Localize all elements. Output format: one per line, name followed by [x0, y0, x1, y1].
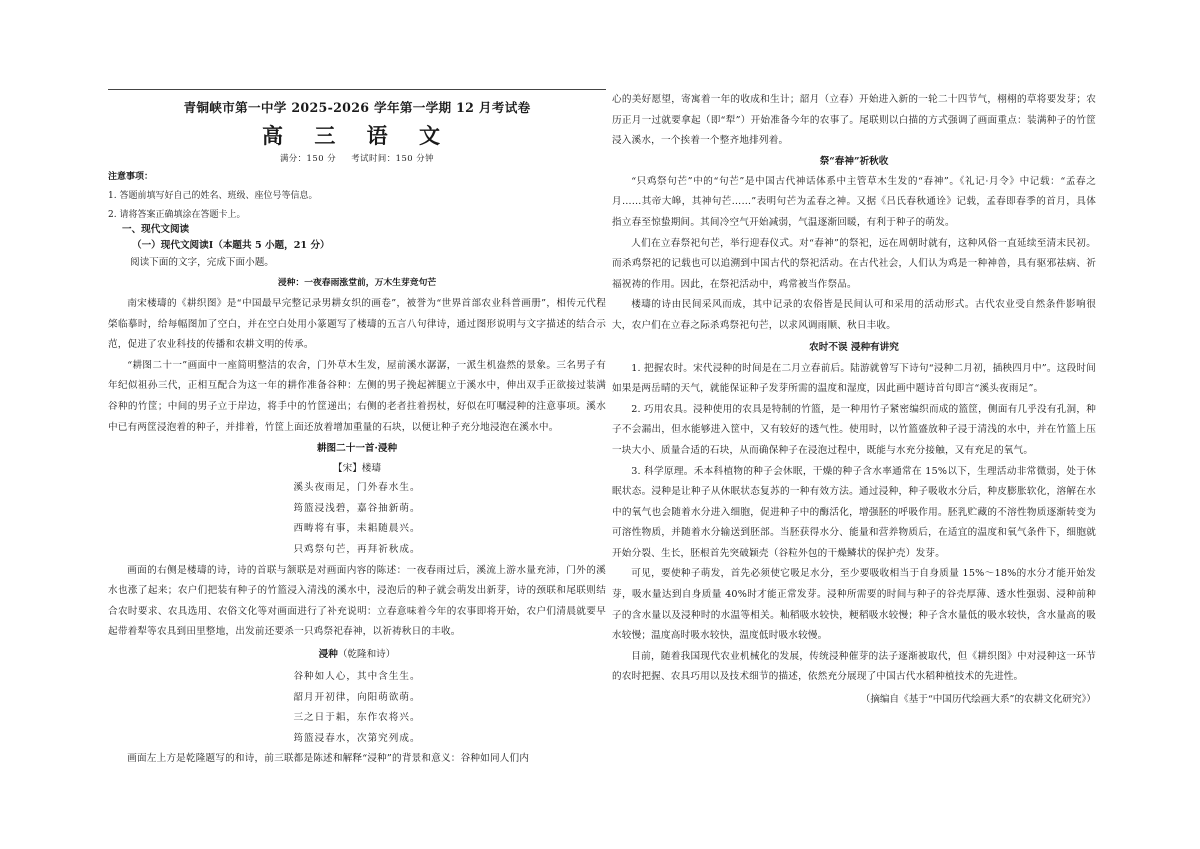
article-paragraph: 3. 科学原理。禾本科植物的种子会休眠，干燥的种子含水率通常在 15%以下，生理活动非常微弱，处于休眠状态。浸种是让种子从休眠状态复苏的一种有效方法。通过浸种，种子吸收水分后，种皮膨胀软化，溶解在水中的氧气也会随着水分进入细胞，促进种子中的酶活化，增强胚的呼吸作用。胚乳贮藏的不溶性物质逐渐转变为可溶性物质，并随着水分输送到胚部。当胚获得水分、能量和营养物质后，在适宜的温度和氧气条件下，细胞就开始分裂、生长，胚根首先突破颖壳（谷粒外包的干燥鳞状的保护壳）发芽。	[612, 465, 1096, 559]
poem2-line: 韶月开初律，向阳萌欲萌。	[293, 691, 421, 703]
article-paragraph: 1. 把握农时。宋代浸种的时间是在二月立春前后。陆游就曾写下诗句“浸种二月初，插秧四月中”。这段时间如果是两岳晴的天气，就能保证种子发芽所需的温度和湿度，因此画中题诗首句即言“溪头夜雨足”。	[612, 362, 1096, 395]
section-subheading: （一）现代文阅读Ⅰ（本题共 5 小题，21 分）	[132, 240, 330, 251]
subsection-heading: 祭“春神”祈秋收	[819, 155, 889, 167]
poem1-line: 西畴将有事，耒耜随晨兴。	[293, 523, 421, 535]
poem2-line: 谷种如人心，其中含生生。	[293, 670, 421, 682]
poem2-note: （乾隆和诗）	[337, 648, 396, 660]
poem2-heading	[108, 643, 606, 667]
article-paragraph: 2. 巧用农具。浸种使用的农具是特制的竹篮，是一种用竹子紧密编织而成的篮筐，侧面有几乎没有孔洞，种子不会漏出，但水能够进入筐中，又有较好的透气性。使用时，以竹篮盛放种子浸于清浅的水中，并在竹篮上压一块大小、质量合适的石块，从而确保种子在浸泡过程中，既能与水充分接触，又有充足的氧气。	[612, 403, 1096, 456]
article-paragraph: 目前，随着我国现代农业机械化的发展，传统浸种催芽的法子逐渐被取代，但《耕织图》中对浸种这一环节的农时把握、农具巧用以及技术细节的描述，依然充分展现了中国古代水稻种植技术的先进性。	[612, 650, 1096, 683]
poem1-title: 耕图二十一首·浸种	[316, 443, 398, 455]
poem1-author: 【宋】楼璹	[333, 463, 381, 475]
article-paragraph: “耕图二十一”画面中一座简明整洁的农舍，门外草木生发，屋前溪水潺潺，一派生机盎然的景象。三名男子有年纪似祖孙三代，正相互配合为这一年的耕作准备谷种：左侧的男子挽起裤腿立于溪水中，伸出双手正欲接过装满谷种的竹筐；中间的男子立于岸边，将手中的竹筐递出；右侧的老者拄着拐杖，好似在叮嘱浸种的注意事项。溪水中已有两筐浸泡着的种子，并排着，竹筐上面还放着增加重量的石块，以便让种子充分地浸泡在溪水中。	[108, 359, 606, 433]
article-paragraph: 可见，要使种子萌发，首先必须使它吸足水分，至少要吸收相当于自身质量 15%～18%的水分才能开始发芽，吸水量达到自身质量 40%时才能正常发芽。浸种所需要的时间与种子的谷壳厚薄、透水性强弱、浸种前种子的含水量以及浸种时的水温等相关。籼稻吸水较快，粳稻吸水较慢；种子含水量低的吸水较快，含水量高的吸水较慢；温度高时吸水较快，温度低时吸水较慢。	[612, 568, 1096, 642]
right-column-content	[612, 90, 1096, 712]
poem2-line: 筠篮浸春水，次第究列成。	[293, 732, 421, 744]
exam-time: 考试时间：150 分钟	[351, 153, 435, 163]
poem2-title: 浸种	[318, 648, 338, 660]
article-source: （摘编自《基于“中国历代绘画大系”的农耕文化研究》）	[860, 694, 1096, 706]
poem1-line: 只鸡祭句芒，再拜祈秋成。	[293, 543, 421, 555]
article-paragraph: 楼璹的诗由民间采风而成，其中记录的农俗皆是民间认可和采用的活动形式。古代农业受自然条件影响很大，农户们在立春之际杀鸡祭祀句芒，以求风调雨顺、秋日丰收。	[612, 299, 1096, 331]
article-paragraph: 心的美好愿望，寄寓着一年的收成和生计；韶月（立春）开始进入新的一轮二十四节气，栩栩的草将要发芽；农历正月一过就要拿起（即“犁”）开始准备今年的农事了。尾联则以白描的方式强调了画面重点：装满种子的竹筐浸入溪水，一个挨着一个整齐地排列着。	[612, 94, 1096, 147]
full-score: 满分：150 分	[279, 153, 337, 163]
article-paragraph: “只鸡祭句芒”中的“句芒”是中国古代神话体系中主管草木生发的“春神”。《礼记·月令》中记载：“孟春之月……其帝大皞，其神句芒……”表明句芒为孟春之神。又据《吕氏春秋通诠》记载，孟春即春季的首月，具体指立春至惊蛰期间。其间冷空气开始减弱，气温逐渐回暖，有利于种子的萌发。	[612, 175, 1096, 228]
notes-heading: 注意事项：	[108, 172, 154, 182]
reading-instruction: 阅读下面的文字，完成下面小题。	[130, 257, 274, 268]
section-heading: 一、现代文阅读	[122, 224, 190, 235]
poem1-line: 筠篮浸浅碧，嘉谷抽新萌。	[293, 502, 421, 514]
section-one	[108, 222, 606, 770]
subject-title: 高 三 语 文	[262, 123, 452, 148]
note-item: 1. 答题前填写好自己的姓名、班级、座位号等信息。	[108, 191, 318, 201]
exam-meta	[108, 152, 606, 164]
article-paragraph: 画面的右侧是楼璹的诗，诗的首联与颔联是对画面内容的陈述：一夜春雨过后，溪流上游水量充沛，门外的溪水也涨了起来；农户们把装有种子的竹篮浸入清浅的溪水中，浸泡后的种子就会萌发出新芽，诗的颈联和尾联则结合农时要求、农具选用、农俗文化等对画面进行了补充说明：立春意味着今年的农事即将开始，农户们清晨就要早起带着犁等农具到田里整地，出发前还要杀一只鸡祭祀春神，以祈祷秋日的丰收。	[108, 564, 606, 638]
article-paragraph: 南宋楼璹的《耕织图》是“中国最早完整记录男耕女织的画卷”，被誉为“世界首部农业科普画册”，相传元代程棨临摹时，给每幅图加了空白，并在空白处用小篆题写了楼璹的五言八句律诗，通过图形说明与文字描述的结合示范，促进了农业科技的传播和农耕文明的传承。	[108, 298, 606, 351]
top-rule	[108, 89, 606, 90]
poem2-line: 三之日于耜，东作农将兴。	[293, 712, 421, 724]
notes	[108, 168, 606, 225]
poem1-line: 溪头夜雨足，门外春水生。	[293, 482, 421, 494]
article-title: 浸种：一夜春雨涨堂前，万木生芽竞句芒	[277, 278, 437, 288]
subsection-heading: 农时不误 浸种有讲究	[809, 341, 899, 353]
article-paragraph: 画面左上方是乾隆题写的和诗，前三联都是陈述和解释“浸种”的背景和意义：谷种如同人们内	[127, 753, 530, 765]
article-paragraph: 人们在立春祭祀句芒，举行迎春仪式。对“春神”的祭祀，远在周朝时就有，这种风俗一直延续至清末民初。而杀鸡祭祀的记载也可以追溯到中国古代的祭祀活动。在古代社会，人们认为鸡是一种神兽，具有驱邪祛病、祈福祝祷的作用。因此，在祭祀活动中，鸡常被当作祭品。	[612, 237, 1096, 290]
note-item: 2. 请将答案正确填涂在答题卡上。	[108, 210, 246, 220]
exam-title: 青铜峡市第一中学 2025-2026 学年第一学期 12 月考试卷	[183, 100, 531, 115]
